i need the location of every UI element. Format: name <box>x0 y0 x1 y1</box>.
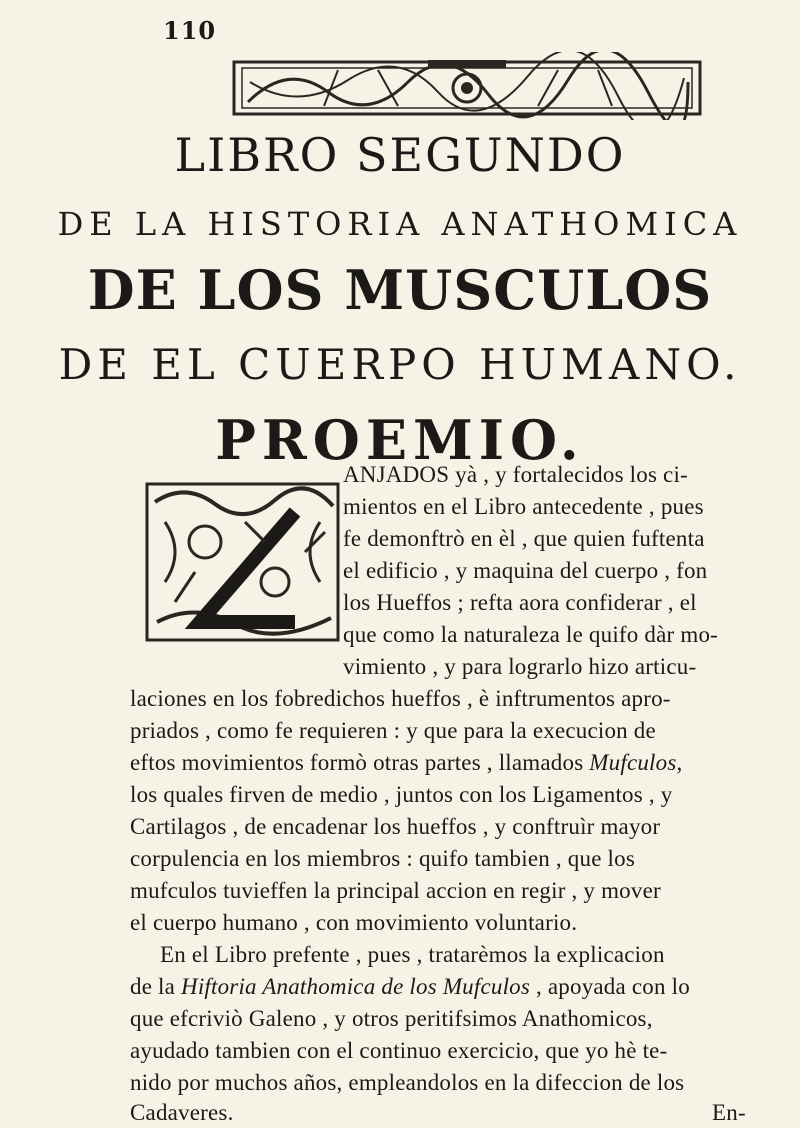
text-line: En el Libro prefente , pues , tratarèmos la explicacion <box>160 942 665 967</box>
text-segment: , apoyada con lo <box>530 974 690 999</box>
book-title: LIBRO SEGUNDO <box>174 128 626 182</box>
text-line: ANJADOS yà , y fortalecidos los ci- <box>343 462 688 487</box>
decorated-initial-l <box>145 482 340 642</box>
text-line: mientos en el Libro antecedente , pues <box>343 494 704 519</box>
subtitle-line-1: DE LA HISTORIA ANATHOMICA <box>57 205 743 243</box>
text-line: nido por muchos años, empleandolos en la difeccion de los <box>130 1070 685 1095</box>
text-line: vimiento , y para lograrlo hizo articu- <box>343 654 697 679</box>
text-line: que como la naturaleza le quifo dàr mo- <box>343 622 719 647</box>
text-line: laciones en los fobredichos hueffos , è inftrumentos apro- <box>130 686 671 711</box>
text-line: Cartilagos , de encadenar los hueffos , y conftruìr mayor <box>130 814 661 839</box>
section-heading: PROEMIO. <box>215 408 585 472</box>
text-line: el edificio , y maquina del cuerpo , fon <box>343 558 708 583</box>
text-line: mufculos tuvieffen la principal accion en regir , y mover <box>130 878 661 903</box>
text-line: que efcriviò Galeno , y otros peritifsimos Anathomicos, <box>130 1006 653 1031</box>
text-line: los Hueffos ; refta aora confiderar , el <box>343 590 697 615</box>
text-line: corpulencia en los miembros : quifo tambien , que los <box>130 846 635 871</box>
text-segment: de la <box>130 974 182 999</box>
subtitle-line-3: DE EL CUERPO HUMANO. <box>58 340 742 389</box>
text-line: ayudado tambien con el continuo exercicio, que yo hè te- <box>130 1038 668 1063</box>
text-line: fe demonftrò en èl , que quien fuftenta <box>343 526 705 551</box>
italic-title: Hiftoria Anathomica de los Mufculos <box>181 974 531 999</box>
text-line: Cadaveres. <box>130 1100 234 1125</box>
text-line: los quales firven de medio , juntos con los Ligamentos , y <box>130 782 673 807</box>
page-number: 110 <box>163 16 217 45</box>
subtitle-line-2: DE LOS MUSCULOS <box>87 258 713 322</box>
ornamental-headpiece <box>228 52 706 120</box>
text-line: el cuerpo humano , con movimiento voluntario. <box>130 910 578 935</box>
text-line <box>130 750 682 776</box>
italic-term: Mufculos, <box>589 750 683 775</box>
text-segment: eftos movimientos formò otras partes , llamados <box>130 750 590 775</box>
text-line <box>130 974 690 1000</box>
catchword: En- <box>712 1100 746 1125</box>
text-line: priados , como fe requieren : y que para la execucion de <box>130 718 656 743</box>
